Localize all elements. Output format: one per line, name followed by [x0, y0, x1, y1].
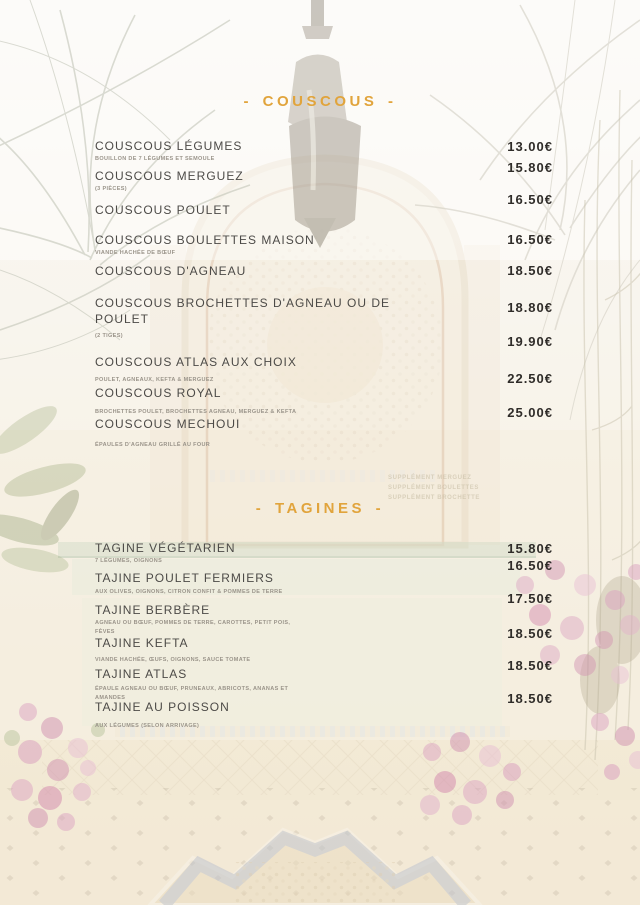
menu-item-title: TAJINE KEFTA	[95, 636, 189, 650]
menu-item-price: 19.90€	[507, 334, 553, 349]
menu-item-title: COUSCOUS BROCHETTES D'AGNEAU OU DE POULET	[95, 296, 390, 326]
menu-item-subtitle: AUX OLIVES, OIGNONS, CITRON CONFIT & POMMES DE TERRE	[95, 589, 283, 595]
menu-item-title: COUSCOUS POULET	[95, 203, 231, 217]
menu-item-subtitle: (3 PIÈCES)	[95, 186, 127, 192]
section-heading-couscous: - COUSCOUS -	[243, 93, 397, 110]
menu-item-price: 16.50€	[507, 558, 553, 573]
menu-item-price: 15.80€	[507, 160, 553, 175]
menu-item-title: TAGINE VÉGÉTARIEN	[95, 541, 236, 555]
menu-item-price: 16.50€	[507, 232, 553, 247]
section-heading-tagines: - TAGINES -	[255, 500, 385, 517]
menu-item-subtitle: BROCHETTES POULET, BROCHETTES AGNEAU, MERGUEZ & KEFTA	[95, 409, 297, 415]
menu-item-subtitle: ÉPAULE AGNEAU OU BŒUF, PRUNEAUX, ABRICOTS, ANANAS ET AMANDES	[95, 686, 289, 701]
menu-item-subtitle: BOUILLON DE 7 LÉGUMES ET SEMOULE	[95, 156, 215, 162]
menu-item-price: 18.50€	[507, 626, 553, 641]
menu-item-price: 15.80€	[507, 541, 553, 556]
menu-item-price: 13.00€	[507, 139, 553, 154]
menu-item-price: 18.50€	[507, 658, 553, 673]
menu-item-price: 22.50€	[507, 371, 553, 386]
menu-item-title: COUSCOUS LÉGUMES	[95, 139, 243, 153]
menu-item-subtitle: VIANDE HACHÉE, ŒUFS, OIGNONS, SAUCE TOMATE	[95, 657, 251, 663]
menu-item-subtitle: AUX LÉGUMES (SELON ARRIVAGE)	[95, 723, 200, 729]
menu-item-title: TAJINE ATLAS	[95, 667, 188, 681]
menu-item-title: COUSCOUS MERGUEZ	[95, 169, 244, 183]
faint-watermark-line: SUPPLÉMENT BROCHETTE	[388, 494, 481, 501]
menu-item-title: TAJINE BERBÈRE	[95, 603, 211, 617]
menu-item-price: 18.80€	[507, 300, 553, 315]
menu-item-subtitle: AGNEAU OU BŒUF, POMMES DE TERRE, CAROTTES, PETIT POIS, FÈVES	[95, 620, 291, 635]
menu-item-title: COUSCOUS BOULETTES MAISON	[95, 233, 315, 247]
menu-item-price: 16.50€	[507, 192, 553, 207]
menu-item-title: TAJINE POULET FERMIERS	[95, 571, 274, 585]
menu-item-subtitle: POULET, AGNEAUX, KEFTA & MERGUEZ	[95, 377, 214, 383]
menu-item-subtitle: (2 TIGES)	[95, 333, 123, 339]
menu-item-subtitle: 7 LÉGUMES, OIGNONS	[95, 558, 163, 564]
menu-item-price: 18.50€	[507, 691, 553, 706]
menu-item-title: COUSCOUS MECHOUI	[95, 417, 241, 431]
menu-item-title: COUSCOUS ATLAS AUX CHOIX	[95, 355, 297, 369]
faint-watermark-line: SUPPLÉMENT BOULETTES	[388, 484, 480, 491]
faint-watermark-line: SUPPLÉMENT MERGUEZ	[388, 475, 472, 481]
menu-item-subtitle: ÉPAULES D'AGNEAU GRILLÉ AU FOUR	[95, 442, 211, 448]
menu-item-title: COUSCOUS D'AGNEAU	[95, 264, 247, 278]
menu-item-price: 18.50€	[507, 263, 553, 278]
menu-item-price: 17.50€	[507, 591, 553, 606]
menu-item-title: COUSCOUS ROYAL	[95, 386, 222, 400]
menu-item-subtitle: VIANDE HACHÉE DE BŒUF	[95, 250, 176, 256]
menu-item-title: TAJINE AU POISSON	[95, 700, 230, 714]
menu-item-price: 25.00€	[507, 405, 553, 420]
